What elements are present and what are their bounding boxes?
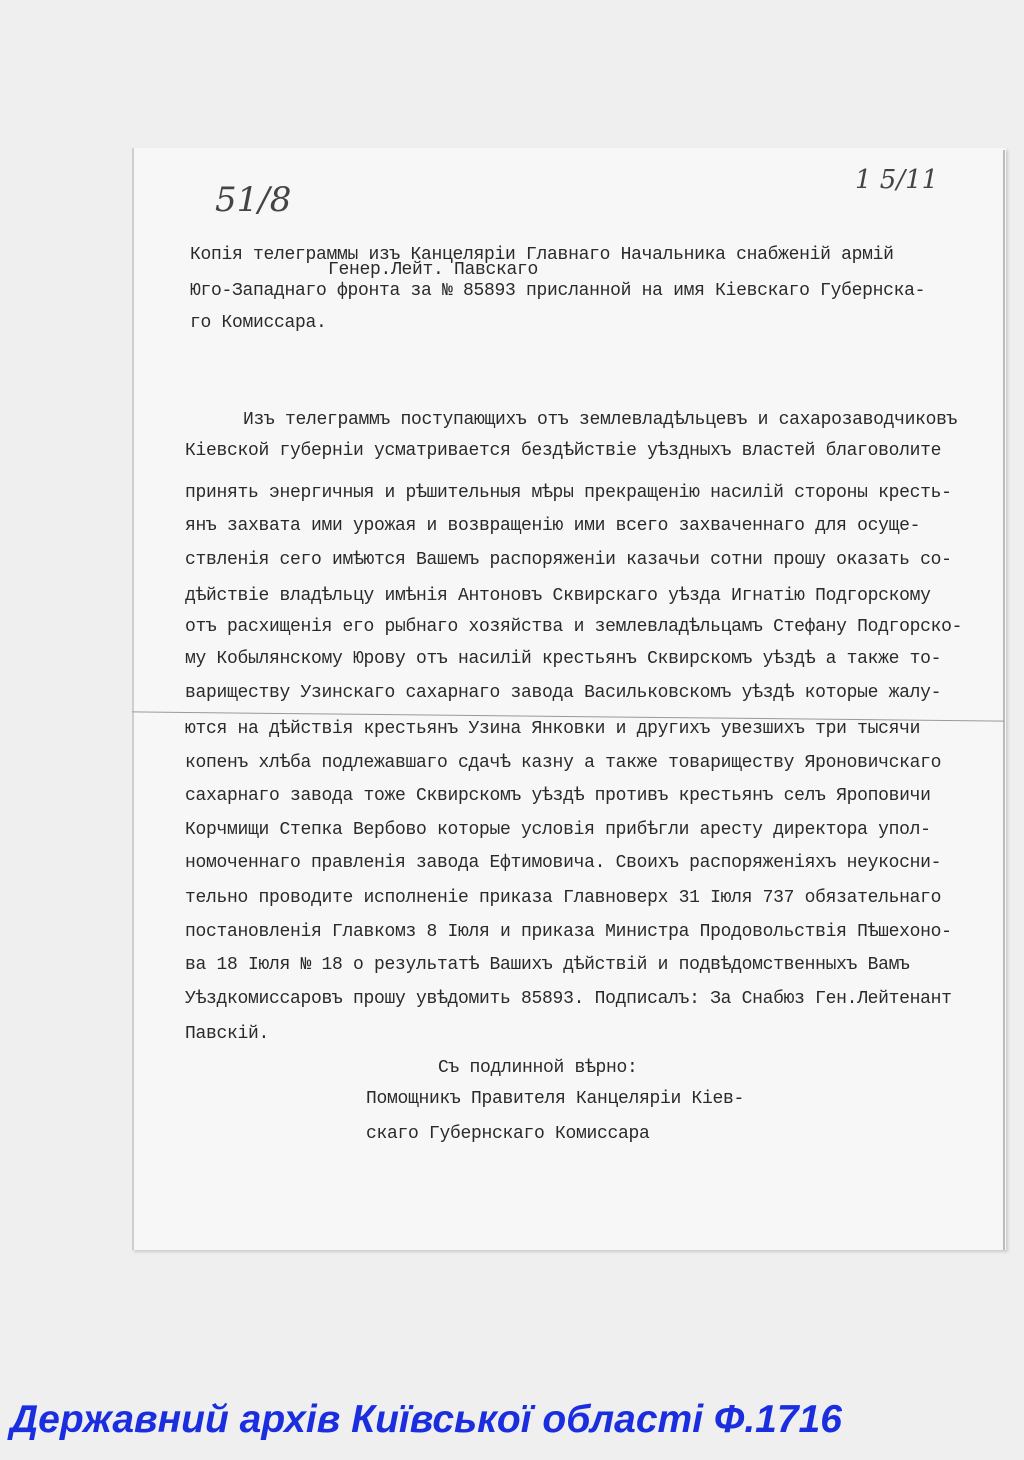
body-line: принять энергичныя и рѣшительныя мѣры прекращенію насилій стороны кресть-	[185, 483, 952, 503]
body-line: номоченнаго правленія завода Ефтимовича. Своихъ распоряженіяхъ неукосни-	[185, 853, 942, 873]
body-line: отъ расхищенія его рыбнаго хозяйства и землевладѣльцамъ Стефану Подгорско-	[185, 617, 963, 637]
certification-line: Помощникъ Правителя Канцеляріи Кіев-	[366, 1089, 745, 1109]
body-line: янъ захвата ими урожая и возвращенію ими всего захваченнаго для осуще-	[185, 516, 921, 536]
header-line: Юго-Западнаго фронта за № 85893 присланной на имя Кіевскаго Губернска-	[190, 281, 926, 301]
body-line: дѣйствіе владѣльцу имѣнія Антоновъ Сквирскаго уѣзда Игнатію Подгорскому	[185, 586, 931, 606]
header-line: Копія телеграммы изъ Канцеляріи Главнаго Начальника снабженій армій	[190, 245, 894, 265]
body-line: Корчмищи Степка Вербово которые условія прибѣгли аресту директора упол-	[185, 820, 931, 840]
handwritten-archive-number: 51/8	[215, 180, 292, 220]
sheet-edge	[1003, 150, 1005, 1250]
body-line: ются на дѣйствія крестьянъ Узина Янковки и другихъ увезшихъ три тысячи	[185, 719, 921, 739]
body-line: ствленія сего имѣются Вашемъ распоряженіи казачьи сотни прошу оказать со-	[185, 550, 952, 570]
body-line: вариществу Узинскаго сахарнаго завода Васильковскомъ уѣздѣ которые жалу-	[185, 683, 942, 703]
archive-caption: Державний архів Київської області Ф.1716	[10, 1398, 842, 1441]
body-line: Павскій.	[185, 1024, 270, 1044]
body-line: копенъ хлѣба подлежавшаго сдачѣ казну а также товариществу Яроновичскаго	[185, 753, 942, 773]
handwritten-sheet-number: 1 5/11	[855, 165, 939, 195]
body-line: Изъ телеграммъ поступающихъ отъ землевладѣльцевъ и сахарозаводчиковъ	[243, 410, 958, 430]
certification-line: скаго Губернскаго Комиссара	[366, 1124, 650, 1144]
body-line: постановленія Главкомз 8 Іюля и приказа Министра Продовольствія Пѣшехоно-	[185, 922, 952, 942]
header-line: Генер.Лейт. Павскаго	[328, 260, 539, 280]
certification-line: Съ подлинной вѣрно:	[438, 1058, 638, 1078]
body-line: сахарнаго завода тоже Сквирскомъ уѣздѣ противъ крестьянъ селъ Яроповичи	[185, 786, 931, 806]
header-line: го Комиссара.	[190, 313, 327, 333]
body-line: тельно проводите исполненіе приказа Главноверх 31 Іюля 737 обязательнаго	[185, 888, 942, 908]
body-line: Кіевской губерніи усматривается бездѣйствіе уѣздныхъ властей благоволите	[185, 441, 942, 461]
body-line: ва 18 Іюля № 18 о результатѣ Вашихъ дѣйствій и подвѣдомственныхъ Вамъ	[185, 955, 910, 975]
body-line: Уѣздкомиссаровъ прошу увѣдомить 85893. Подписалъ: За Снабюз Ген.Лейтенант	[185, 989, 952, 1009]
body-line: му Кобылянскому Юрову отъ насилій крестьянъ Сквирскомъ уѣздѣ а также то-	[185, 649, 942, 669]
